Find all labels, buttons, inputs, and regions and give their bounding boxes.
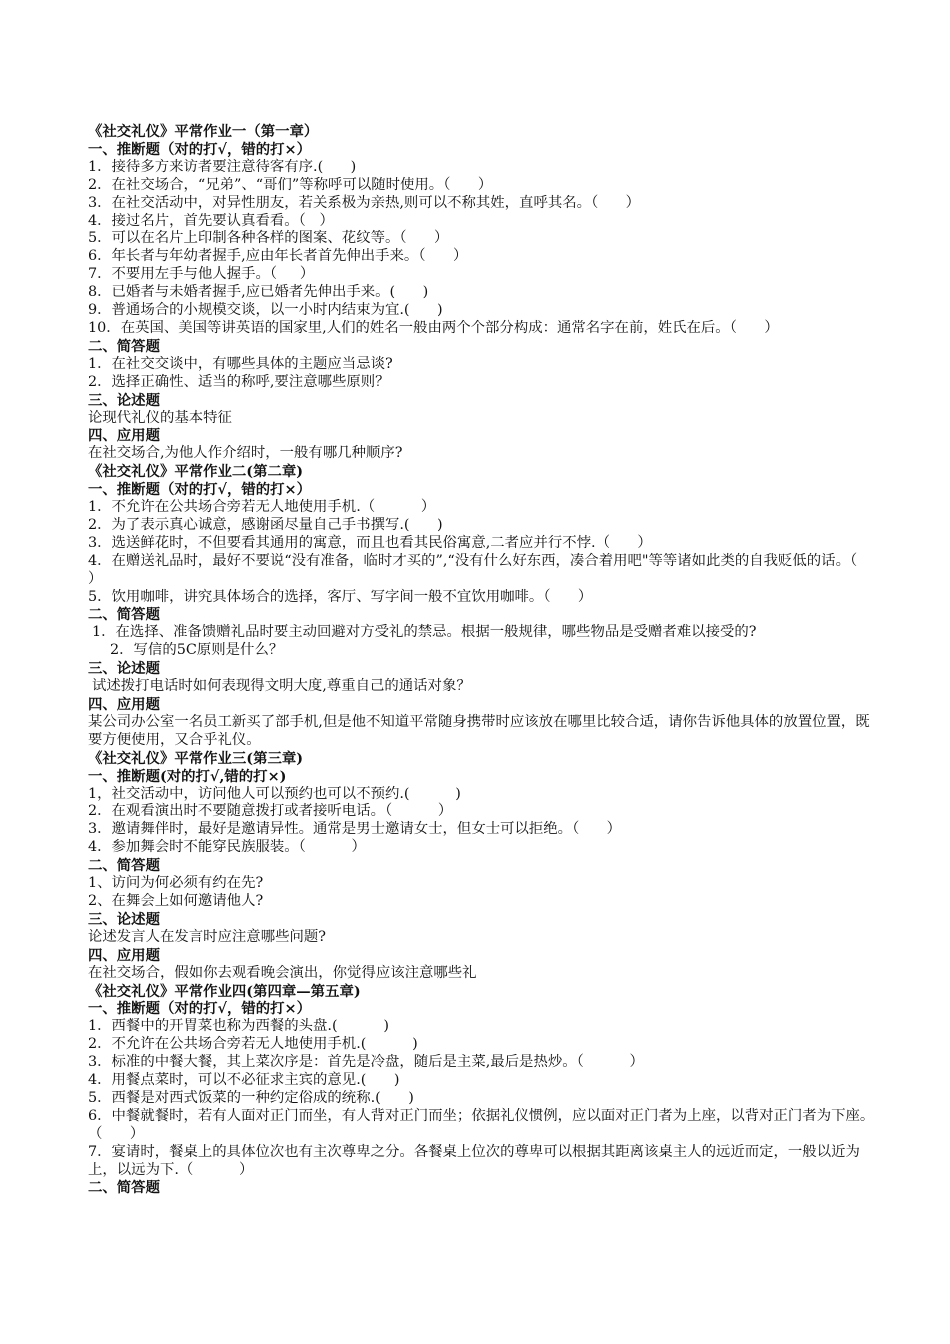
question-line: 5．西餐是对西式饭菜的一种约定俗成的统称.( ) [88, 1089, 414, 1106]
section-heading: 四、应用题 [88, 946, 160, 964]
question-line: 7．不要用左手与他人握手。（ ） [88, 266, 315, 283]
question-line: 3．邀请舞伴时，最好是邀请异性。通常是男士邀请女士，但女士可以拒绝。（ ） [88, 821, 622, 838]
question-line: 1．在社交交谈中，有哪些具体的主题应当忌谈? [88, 355, 393, 372]
section-heading: 三、论述题 [88, 391, 160, 409]
question-line: 试述拨打电话时如何表现得文明大度,尊重自己的通话对象？ [92, 678, 471, 695]
question-line: 4．参加舞会时不能穿民族服装。（ ） [88, 839, 366, 856]
section-heading: 一、推断题（对的打√，错的打×） [88, 1000, 311, 1018]
question-line: 7．宴请时，餐桌上的具体位次也有主次尊卑之分。各餐桌上位次的尊卑可以根据其距离该桌主人的远近而定，一般以近为上，以远为下.（ ） [88, 1143, 860, 1178]
question-line: 2．不允许在公共场合旁若无人地使用手机.( ) [88, 1036, 418, 1053]
question-line: 1．不允许在公共场合旁若无人地使用手机.（ ） [88, 499, 436, 516]
question-line: 在社交场合，假如你去观看晚会演出，你觉得应该注意哪些礼 [88, 964, 477, 981]
question-line: 4．接过名片，首先要认真看看。（ ） [88, 212, 334, 229]
section-heading: 二、简答题 [88, 1179, 160, 1197]
section-heading: 三、论述题 [88, 660, 160, 678]
question-line: 在社交场合,为他人作介绍时，一般有哪几种顺序? [88, 445, 403, 462]
question-line: 6．年长者与年幼者握手,应由年长者首先伸出手来。（ ） [88, 248, 468, 265]
section-heading: 一、推断题(对的打√,错的打×) [88, 767, 287, 785]
question-line: 2．在社交场合，“兄弟”、“哥们”等称呼可以随时使用。（ ） [88, 176, 493, 193]
section-heading: 《社交礼仪》平常作业二(第二章) [88, 463, 304, 481]
question-line: 论现代礼仪的基本特征 [88, 409, 232, 426]
question-line: 9．普通场合的小规模交谈，以一小时内结束为宜.( ) [88, 302, 443, 319]
question-line: 1．在选择、准备馈赠礼品时要主动回避对方受礼的禁忌。根据一般规律，哪些物品是受赠者难以接受的? [92, 624, 757, 641]
question-line: 10．在英国、美国等讲英语的国家里,人们的姓名一般由两个个部分构成：通常名字在前，姓氏在后。（ ） [88, 319, 779, 336]
section-heading: 一、推断题（对的打√，错的打×） [88, 481, 311, 499]
section-heading: 四、应用题 [88, 696, 160, 713]
section-heading: 《社交礼仪》平常作业三(第三章) [88, 749, 304, 767]
question-line: 2、在舞会上如何邀请他人? [88, 892, 264, 909]
section-heading: 二、简答题 [88, 857, 160, 875]
question-line: 1．接待多方来访者要注意待客有序.( ) [88, 158, 357, 175]
question-line: 3．选送鲜花时，不但要看其通用的寓意，而且也看其民俗寓意,二者应并行不悖.（ ） [88, 534, 652, 551]
question-line: 2．为了表示真心诚意，感谢函尽量自己手书撰写.( ) [88, 516, 443, 533]
section-heading: 三、论述题 [88, 910, 160, 928]
question-line: 论述发言人在发言时应注意哪些问题? [88, 928, 326, 945]
section-heading: 二、简答题 [88, 337, 160, 355]
question-line: 4．在赠送礼品时，最好不要说“没有准备，临时才买的”,“没有什么好东西，凑合着用吧"等等诸如此类的自我贬低的话。（ ） [88, 552, 885, 587]
section-heading: 《社交礼仪》平常作业一（第一章） [88, 123, 319, 140]
question-line: 4．用餐点菜时，可以不必征求主宾的意见.( ) [88, 1072, 400, 1089]
question-line: 3．在社交活动中，对异性朋友，若关系极为亲热,则可以不称其姓，直呼其名。（ ） [88, 194, 641, 211]
question-line: 6．中餐就餐时，若有人面对正门而坐，有人背对正门而坐；依据礼仪惯例，应以面对正门者为上座，以背对正门者为下座。（ ） [88, 1107, 875, 1142]
question-line: 1、访问为何必须有约在先? [88, 875, 264, 892]
section-heading: 《社交礼仪》平常作业四(第四章—第五章) [88, 982, 361, 1000]
question-line: 2．在观看演出时不要随意拨打或者接听电话。（ ） [88, 803, 453, 820]
question-line: 2．选择正确性、适当的称呼,要注意哪些原则？ [88, 373, 390, 390]
document-page [88, 123, 885, 1197]
section-heading: 一、推断题（对的打√，错的打×） [88, 140, 311, 158]
question-line: 5．可以在名片上印制各种各样的图案、花纹等。（ ） [88, 230, 449, 247]
question-line: 5．饮用咖啡，讲究具体场合的选择，客厅、写字间一般不宜饮用咖啡。（ ） [88, 588, 593, 605]
question-line: 3．标准的中餐大餐，其上菜次序是：首先是冷盘，随后是主菜,最后是热炒。（ ） [88, 1054, 644, 1071]
question-line: 1，社交活动中，访问他人可以预约也可以不预约.( ) [88, 785, 461, 802]
question-line: 2．写信的5C原则是什么？ [110, 642, 284, 659]
question-line: 某公司办公室一名员工新买了部手机,但是他不知道平常随身携带时应该放在哪里比较合适，请你告诉他具体的放置位置，既要方便使用，又合乎礼仪。 [88, 713, 870, 748]
section-heading: 四、应用题 [88, 427, 160, 445]
question-line: 1．西餐中的开胃菜也称为西餐的头盘.( ) [88, 1018, 389, 1035]
section-heading: 二、简答题 [88, 606, 160, 624]
question-line: 8．已婚者与未婚者握手,应已婚者先伸出手来。( ) [88, 284, 429, 301]
